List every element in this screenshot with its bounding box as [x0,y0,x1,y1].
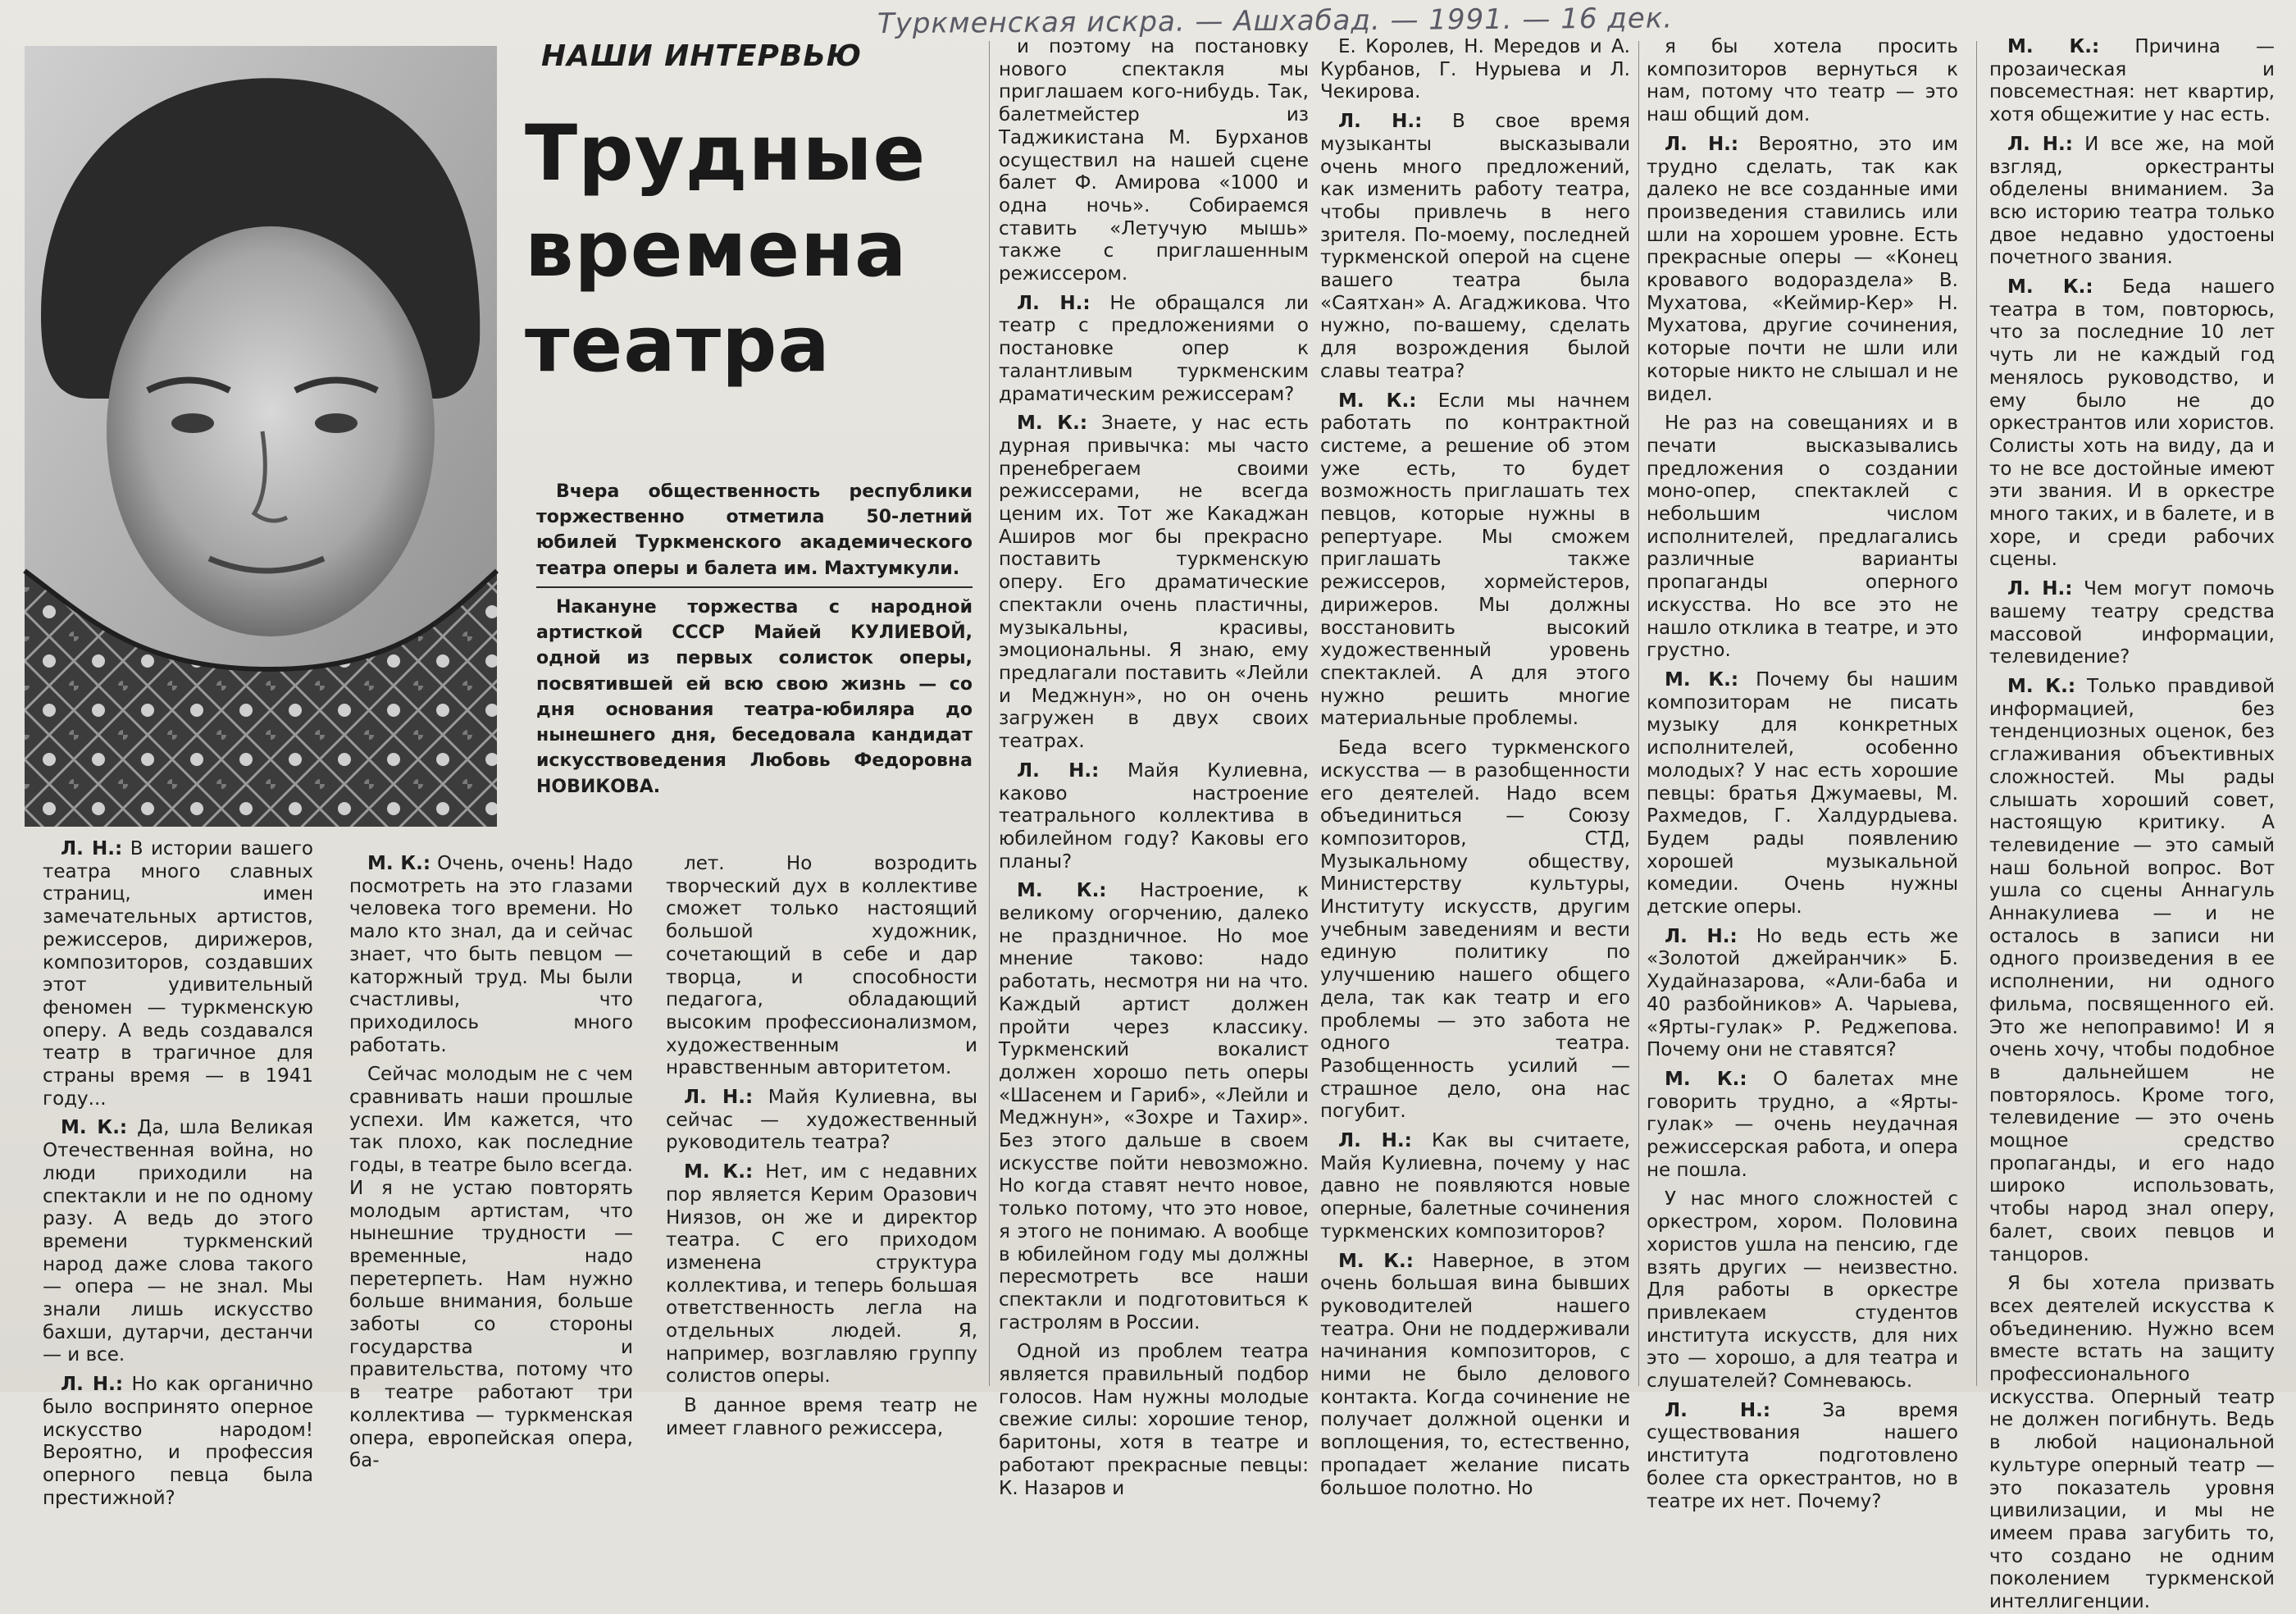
interview-paragraph [43,1374,313,1510]
interview-paragraph [1647,413,1958,663]
interview-paragraph [1647,36,1958,127]
article-headline [525,107,984,394]
text-column-3 [666,853,977,1439]
lead-divider [536,586,973,588]
paragraph-text: лет. Но возродить творческий дух в коллективе сможет только настоящий большой художник, сочетающий в себе и дар творца, и способности педагога, обладающий высоким профессионализмом, художественным и нравственным авторитетом. [666,853,977,1079]
text-column-1 [43,838,313,1509]
paragraph-text: Майя Кулиевна, каково настроение театрального коллектива в юбилейном году? Каковы его планы? [999,759,1309,873]
interview-paragraph [1989,36,2275,127]
speaker-label: М. К.: [1338,390,1417,412]
paragraph-text: В истории вашего театра много славных страниц, имен замечательных артистов, режиссеров, дирижеров, композиторов, создавших этот удивительный феномен — туркменскую оперу. А ведь создавался театр в трагичное для страны время — в 1941 году... [43,838,313,1110]
interview-paragraph [1647,926,1958,1062]
portrait-image [25,46,497,827]
interview-paragraph [1320,1251,1630,1501]
interview-paragraph [666,1087,977,1155]
speaker-label: Л. Н.: [1665,133,1739,155]
paragraph-text: Не обращался ли театр с предложениями о постановке опер к талантливым туркменским драматическим режиссерам? [999,292,1309,405]
speaker-label: М. К.: [1017,880,1107,902]
paragraph-text: Но ведь есть же «Золотой джейранчик» Б. Худайназарова, «Али-баба и 40 разбойников» А. Чарыева, «Ярты-гулак» Р. Реджепова. Почему они не ставятся? [1647,925,1958,1061]
speaker-label: Л. Н.: [1017,759,1100,782]
paragraph-text: Причина — прозаическая и повсеместная: нет квартир, хотя общежитие у нас есть. [1989,36,2275,126]
paragraph-text: Не раз на совещаниях и в печати высказывались предложения о создании моно-опер, спектаклей с небольшим числом исполнителей, предлагались различные варианты пропаганды оперного искусства. Но все это не нашло отклика в театре, и это грустно. [1647,413,1958,662]
paragraph-text: Я бы хотела призвать всех деятелей искусства к объединению. Нужно всем вместе встать на защиту профессионального искусства. Оперный театр не должен погибнуть. Ведь в любой национальной культуре оперный театр — это показатель уровня цивилизации, и мы не имеем права загубить то, что создано не одним поколением туркменской интеллигенции. [1989,1273,2275,1613]
paragraph-text: Вероятно, это им трудно сделать, так как далеко не все созданные ими произведения ставились или шли на хорошем уровне. Есть прекрасные оперы — «Конец кровавого водораздела» В. Мухатова, «Кеймир-Кер» Н. Мухатова, другие сочинения, которые почти не шли или которые никто не слышал и не видел. [1647,133,1958,405]
column-divider [989,41,990,1386]
paragraph-text: В данное время театр не имеет главного режиссера, [666,1395,977,1439]
interview-paragraph [1647,134,1958,406]
interview-paragraph [1320,737,1630,1124]
interview-paragraph [43,1117,313,1367]
interview-paragraph [1320,36,1630,104]
speaker-label: М. К.: [1665,1068,1747,1090]
speaker-label: М. К.: [2007,276,2093,299]
interview-paragraph [1647,669,1958,919]
text-column-4 [999,36,1310,1499]
speaker-label: М. К.: [2007,675,2076,697]
paragraph-text: Наверное, в этом очень большая вина бывших руководителей нашего театра. Они не поддерживали начинания композиторов, с ними не было делового контакта. Когда сочинение не получает должной оценки и воплощения, то, естественно, пропадает желание писать большое полотно. Но [1320,1250,1631,1499]
interview-paragraph [999,880,1309,1334]
interview-paragraph [1989,1273,2275,1614]
paragraph-text: Чем могут помочь вашему театру средства массовой информации, телевидение? [1989,578,2275,668]
interview-paragraph [1647,1400,1958,1514]
text-column-7 [1989,36,2275,1613]
interview-paragraph [1320,1130,1630,1244]
paragraph-text: Но как органично было воспринято оперное искусство народом! Вероятно, и профессия оперного певца была престижной? [43,1374,313,1509]
speaker-label: Л. Н.: [61,838,123,859]
rubric-label: НАШИ ИНТЕРВЬЮ [541,39,863,73]
speaker-label: Л. Н.: [1338,1130,1412,1152]
column-divider [1976,41,1977,1386]
speaker-label: М. К.: [1338,1250,1414,1272]
paragraph-text: Одной из проблем театра является правильный подбор голосов. Нам нужны молодые свежие силы: хорошие тенор, баритоны, хотя в театре и работают прекрасные певцы: К. Назаров и [999,1341,1309,1499]
interview-paragraph [1989,134,2275,270]
paragraph-text: За время существования нашего института подготовлено более ста оркестрантов, но в театре их нет. Почему? [1647,1399,1958,1512]
interview-paragraph [1989,276,2275,572]
speaker-label: Л. Н.: [1017,292,1091,314]
interview-paragraph [666,1395,977,1440]
interview-paragraph [43,838,313,1110]
speaker-label: М. К.: [1665,668,1739,691]
paragraph-text: Как вы считаете, Майя Кулиевна, почему у нас давно не появляются новые оперные, балетные сочинения туркменских композиторов? [1320,1130,1630,1242]
paragraph-text: Почему бы нашим композиторам не писать музыку для конкретных исполнителей, особенно молодых? У нас есть хорошие певцы: братья Джумаевы, М. Рахмедов, Г. Халдурдыева. Будем рады появлению хорошей музыкальной комедии. Очень нужны детские оперы. [1647,668,1959,919]
text-column-2 [349,853,634,1472]
article-lead [536,479,973,805]
interview-paragraph [349,1064,633,1473]
interview-paragraph [999,36,1309,286]
interview-paragraph [999,413,1309,754]
paragraph-text: Беда всего туркменского искусства — в разобщенности его деятелей. Надо всем объединиться — Союзу композиторов, СТД, Музыкальному обществу, Министерству культуры, Институту искусств, другим учебным заведениям и вести единую политику по улучшению нашего общего дела, так как театр и его проблемы — это забота не одного театра. Разобщенность усилий — страшное дело, она нас погубит. [1320,737,1630,1123]
text-column-6 [1647,36,1959,1512]
headline-line: времена [525,204,908,294]
speaker-label: Л. Н.: [2007,133,2073,155]
lead-paragraph: Накануне торжества с народной артисткой СССР Майей КУЛИЕВОЙ, одной из первых солисток оперы, посвятившей ей всю свою жизнь — со дня основания театра-юбиляра до нынешнего дня, беседовала кандидат искусствоведения Любовь Федоровна НОВИКОВА. [536,596,973,797]
interview-paragraph [1989,578,2275,669]
paragraph-text: Е. Королев, Н. Мередов и А. Курбанов, Г. Нурыева и Л. Чекирова. [1320,36,1630,103]
interview-paragraph [999,760,1309,874]
interview-paragraph [999,293,1309,407]
paragraph-text: Майя Кулиевна, вы сейчас — художественный руководитель театра? [666,1087,977,1154]
paragraph-text: Если мы начнем работать по контрактной системе, а решение об этом уже есть, то будет возможность приглашать тех певцов, которые нужны в репертуаре. Мы сможем приглашать также режиссеров, хормейстеров, дирижеров. Мы должны восстановить высокий художественный уровень спектаклей. А для этого нужно решить многие материальные проблемы. [1320,390,1630,730]
speaker-label: М. К.: [2007,36,2100,57]
paragraph-text: Очень, очень! Надо посмотреть на это глазами человека того времени. Но мало кто знал, да и сейчас знает, что быть певцом — каторжный труд. Мы были счастливы, что приходилось много работать. [349,853,634,1056]
paragraph-text: У нас много сложностей с оркестром, хором. Половина хористов ушла на пенсию, где взять других — неизвестно. Для работы в оркестре привлекаем студентов института искусств, для них это — хорошо, а для театра и слушателей? Сомневаюсь. [1647,1188,1958,1393]
interview-paragraph [1989,676,2275,1266]
speaker-label: Л. Н.: [61,1374,124,1396]
speaker-label: М. К.: [1017,413,1088,435]
paragraph-text: Нет, им с недавних пор является Керим Оразович Ниязов, он же и директор театра. С его приходом изменена структура коллектива, и теперь большая ответственность легла на отдельных людей. Я, например, возглавляю группу солистов оперы. [666,1161,977,1388]
interview-paragraph [1320,390,1630,732]
paragraph-text: Настроение, к великому огорчению, далеко не праздничное. Но мое мнение таково: надо работать, несмотря ни на что. Каждый артист должен пройти через классику. Туркменский вокалист должен хорошо петь оперы «Шасенем и Гариб», «Лейли и Меджнун», «Зохре и Тахир». Без этого дальше в своем искусстве пойти невозможно. Но когда ставят нечто новое, только потому, что это новое, я этого не понимаю. А вообще в юбилейном году мы должны пересмотреть все наши спектакли и подготовиться к гастролям в России. [999,880,1310,1334]
speaker-label: М. К.: [367,853,431,874]
headline-line: театра [525,300,831,390]
paragraph-text: Знаете, у нас есть дурная привычка: мы часто пренебрегаем своими режиссерами, не всегда ценим их. Тот же Какаджан Аширов мог бы прекрасно поставить туркменскую оперу. Его драматические спектакли очень пластичны, музыкальны, красивы, эмоциональны. Я знаю, ему предлагали поставить «Лейли и Меджнун», но он очень загружен в двух своих театрах. [999,413,1309,753]
paragraph-text: Сейчас молодым не с чем сравнивать наши прошлые успехи. Им кажется, что так плохо, как последние годы, в театре было всегда. И я не устаю повторять молодым артистам, что нынешние трудности — временные, надо перетерпеть. Нам нужно больше внимания, больше заботы со стороны государства и правительства, потому что в театре работают три коллектива — туркменская опера, европейская опера, ба- [349,1064,633,1472]
column-divider [1638,41,1639,1386]
paragraph-text: Только правдивой информацией, без тенденциозных оценок, без сглаживания объективных сложностей. Мы рады слышать хороший совет, настоящую критику. А телевидение — это самый наш больной вопрос. Вот ушла со сцены Аннагуль Аннакулиева — и не осталось в записи ни одного произведения в ее исполнении, ни одного фильма, посвященного ей. Это же непоправимо! И я очень хочу, чтобы подобное в дальнейшем не повторялось. Кроме того, телевидение — это очень мощное средство пропаганды, и его надо широко использовать, чтобы народ знал оперу, балет, своих певцов и танцоров. [1989,675,2275,1265]
speaker-label: Л. Н.: [1665,1399,1771,1421]
portrait-photo [25,46,497,827]
lead-paragraph: Вчера общественность республики торжественно отметила 50-летний юбилей Туркменского академического театра оперы и балета им. Махтумкули. [536,481,973,579]
interview-paragraph [999,1341,1309,1500]
interview-paragraph [1647,1069,1958,1183]
speaker-label: Л. Н.: [2007,578,2073,600]
paragraph-text: я бы хотела просить композиторов вернуться к нам, потому что театр — это наш общий дом. [1647,36,1958,126]
text-column-5 [1320,36,1631,1499]
speaker-label: Л. Н.: [1338,111,1423,133]
paragraph-text: И все же, на мой взгляд, оркестранты обделены вниманием. За всю историю театра только двое недавно удостоены почетного звания. [1989,133,2275,269]
interview-paragraph [666,1161,977,1388]
interview-paragraph [349,853,633,1057]
paragraph-text: и поэтому на постановку нового спектакля мы приглашаем кого-нибудь. Так, балетмейстер из Таджикистана М. Бурханов осуществил на нашей сцене балет Ф. Амирова «1000 и одна ночь». Собираемся ставить «Летучую мышь» также с приглашенным режиссером. [999,36,1309,285]
speaker-label: Л. Н.: [684,1087,754,1109]
headline-line: Трудные [525,109,927,198]
interview-paragraph [1647,1188,1958,1393]
interview-paragraph [666,853,977,1080]
paragraph-text: Да, шла Великая Отечественная война, но люди приходили на спектакли и не по одному разу. А ведь до этого времени туркменский народ даже слова такого — опера — не знал. Мы знали лишь искусство бахши, дутарчи, дестанчи — и все. [43,1117,313,1366]
interview-paragraph [1320,111,1630,383]
speaker-label: Л. Н.: [1665,925,1738,947]
paragraph-text: В свое время музыканты высказывали очень много предложений, как изменить работу театра, чтобы привлечь в него зрителя. По-моему, последней туркменской оперой на сцене вашего театра была «Саятхан» А. Агаджикова. Что нужно, по-вашему, сделать для возрождения былой славы театра? [1320,111,1630,382]
handwritten-source-note: Туркменская искра. — Ашхабад. — 1991. — 16 дек. [877,2,1674,41]
speaker-label: М. К.: [684,1161,754,1183]
paragraph-text: Беда нашего театра в том, повторюсь, что за последние 10 лет чуть ли не каждый год менялось руководство, и ему было не до оркестрантов или хористов. Солисты хоть на виду, да и то не все достойные имеют эти звания. И в оркестре много таких, и в балете, и в хоре, и среди рабочих сцены. [1989,276,2275,571]
paragraph-text: О балетах мне говорить трудно, а «Ярты-гулак» — очень неудачная режиссерская работа, и опера не пошла. [1647,1068,1958,1181]
speaker-label: М. К.: [61,1117,128,1139]
